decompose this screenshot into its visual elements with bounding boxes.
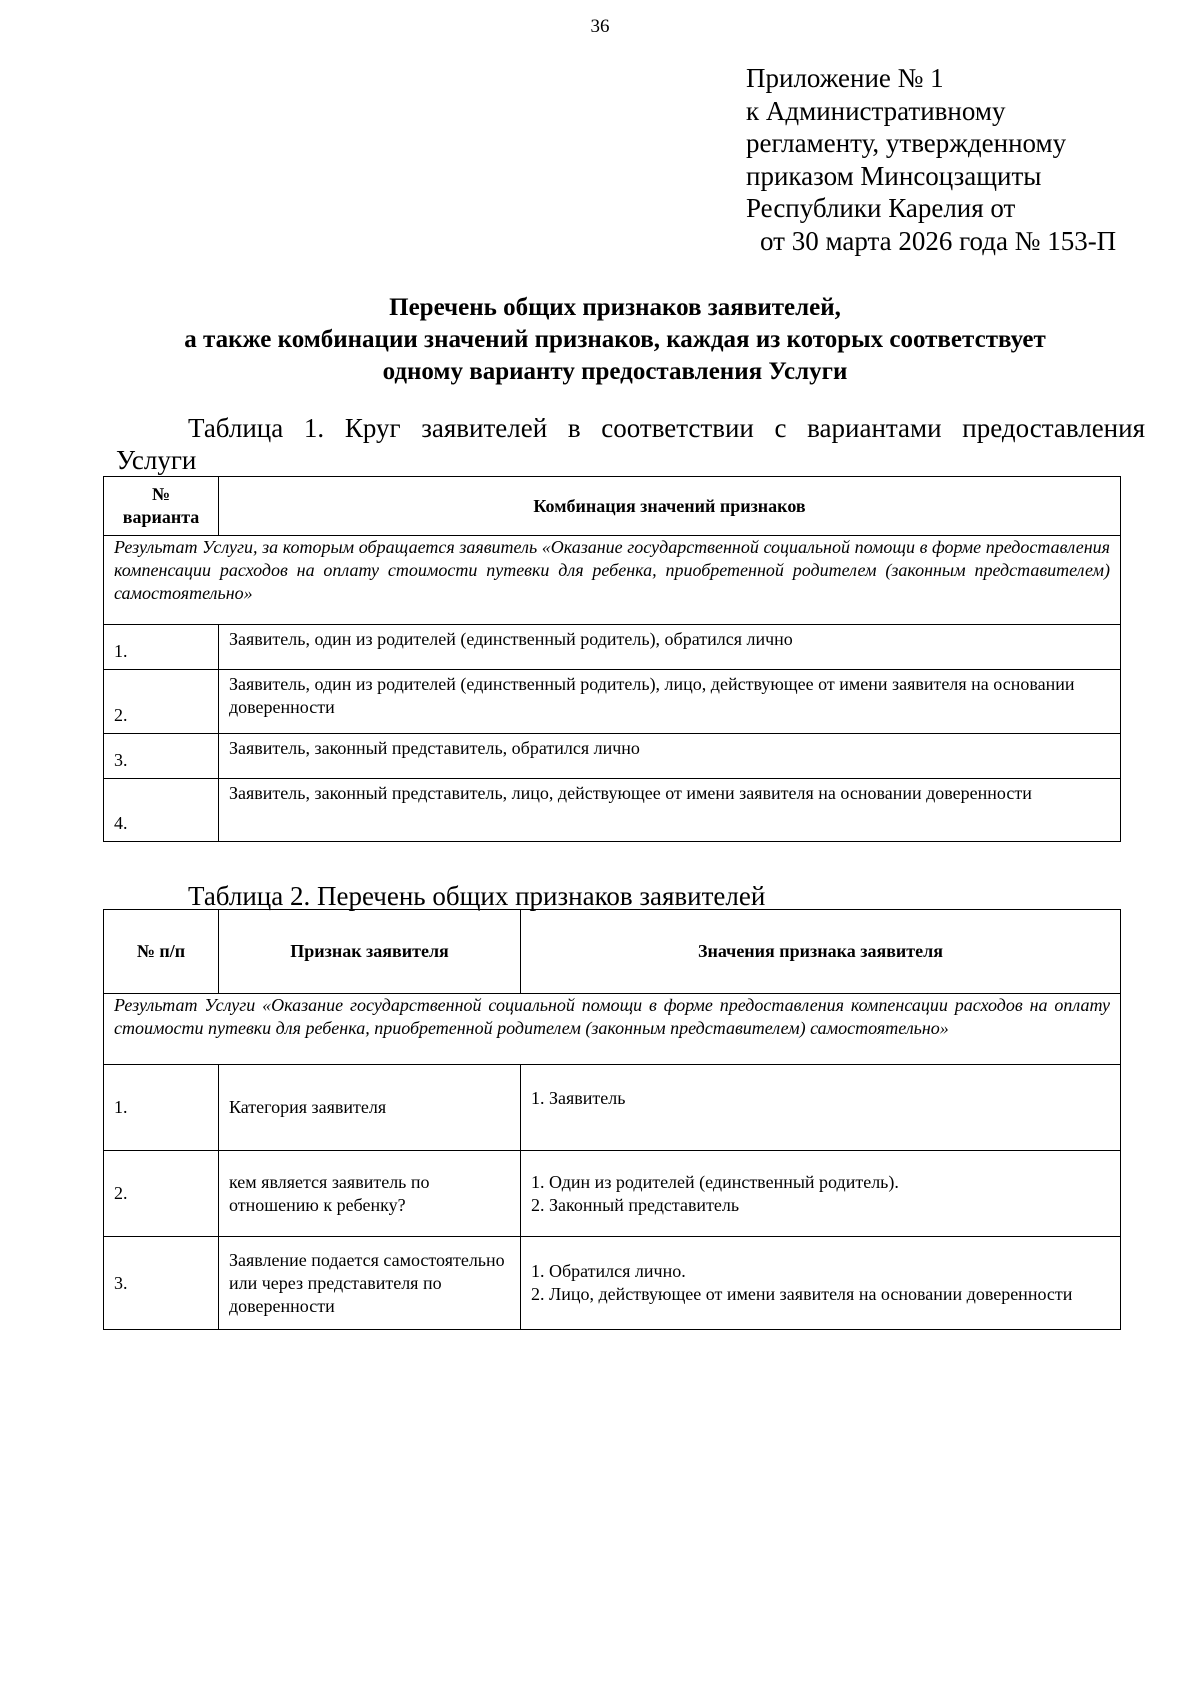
page-number: 36 (590, 16, 610, 37)
value-line: 2. Законный представитель (531, 1194, 740, 1215)
row-combination: Заявитель, один из родителей (единственный родитель), лицо, действующее от имени заявителя на основании доверенности (219, 670, 1121, 734)
table1-result-text: Результат Услуги, за которым обращается заявитель «Оказание государственной социальной помощи в форме предоставления компенсации расходов на оплату стоимости путевки для ребенка, приобретенной родителем (законным представителем) самостоятельно» (104, 536, 1121, 625)
document-title (110, 292, 1120, 388)
table1-caption-line: Услуги (116, 445, 197, 475)
value-line: 1. Один из родителей (единственный родитель). (531, 1171, 899, 1192)
row-sign: Категория заявителя (219, 1065, 521, 1151)
table-row (104, 625, 1121, 670)
table1-caption-line: Таблица 1. Круг заявителей в соответствии с вариантами предоставления (188, 413, 1145, 443)
appendix-line: к Административному (746, 95, 1006, 126)
row-sign: кем является заявитель по отношению к ребенку? (219, 1151, 521, 1237)
appendix-header (746, 62, 1116, 257)
row-number: 3. (104, 734, 219, 779)
row-values (521, 1065, 1121, 1151)
table2-caption: Таблица 2. Перечень общих признаков заявителей (188, 881, 766, 911)
row-number: 2. (104, 670, 219, 734)
table2-applicant-signs (103, 909, 1121, 1330)
table2-result-text: Результат Услуги «Оказание государственной социальной помощи в форме предоставления компенсации расходов на оплату стоимости путевки для ребенка, приобретенной родителем (законным представителем) самостоятельно» (104, 994, 1121, 1065)
row-combination: Заявитель, законный представитель, обратился лично (219, 734, 1121, 779)
table-row (104, 1237, 1121, 1330)
value-line: 1. Обратился лично. (531, 1261, 686, 1281)
table1-applicant-variants (103, 476, 1121, 842)
table-row (104, 1151, 1121, 1237)
table1-caption (116, 412, 1145, 476)
value-line: 1. Заявитель (531, 1088, 626, 1108)
appendix-line: от 30 марта 2026 года № 153-П (760, 225, 1117, 256)
row-number: 2. (104, 1151, 219, 1237)
row-combination: Заявитель, один из родителей (единственный родитель), обратился лично (219, 625, 1121, 670)
title-line: а также комбинации значений признаков, каждая из которых соответствует (184, 326, 1046, 353)
row-values (521, 1151, 1121, 1237)
table2-result-row (104, 994, 1121, 1065)
table1-header-row (104, 477, 1121, 536)
row-combination: Заявитель, законный представитель, лицо, действующее от имени заявителя на основании доверенности (219, 779, 1121, 842)
table2-header-sign: Признак заявителя (219, 910, 521, 994)
table-row (104, 779, 1121, 842)
appendix-line: Республики Карелия от (746, 193, 1016, 223)
table1-result-row (104, 536, 1121, 625)
table-row (104, 734, 1121, 779)
title-line: одному варианту предоставления Услуги (382, 358, 848, 385)
value-line: 2. Лицо, действующее от имени заявителя на основании доверенности (531, 1284, 1073, 1304)
header-number-word: варианта (122, 507, 200, 527)
row-number: 1. (104, 1065, 219, 1151)
table1-header-combination: Комбинация значений признаков (219, 477, 1121, 536)
table2-header-number: № п/п (104, 910, 219, 994)
appendix-line: регламенту, утвержденному (746, 128, 1067, 158)
row-number: 3. (104, 1237, 219, 1330)
title-line: Перечень общих признаков заявителей, (389, 294, 841, 321)
table2-header-values: Значения признака заявителя (521, 910, 1121, 994)
appendix-line: Приложение № 1 (746, 63, 944, 93)
row-values (521, 1237, 1121, 1330)
row-number: 4. (104, 779, 219, 842)
table-row (104, 1065, 1121, 1151)
row-number: 1. (104, 625, 219, 670)
row-sign: Заявление подается самостоятельно или через представителя по доверенности (219, 1237, 521, 1330)
table1-header-number (104, 477, 219, 536)
table2-header-row (104, 910, 1121, 994)
appendix-line: приказом Минсоцзащиты (746, 160, 1042, 191)
header-number-symbol: № (151, 484, 171, 504)
table-row (104, 670, 1121, 734)
